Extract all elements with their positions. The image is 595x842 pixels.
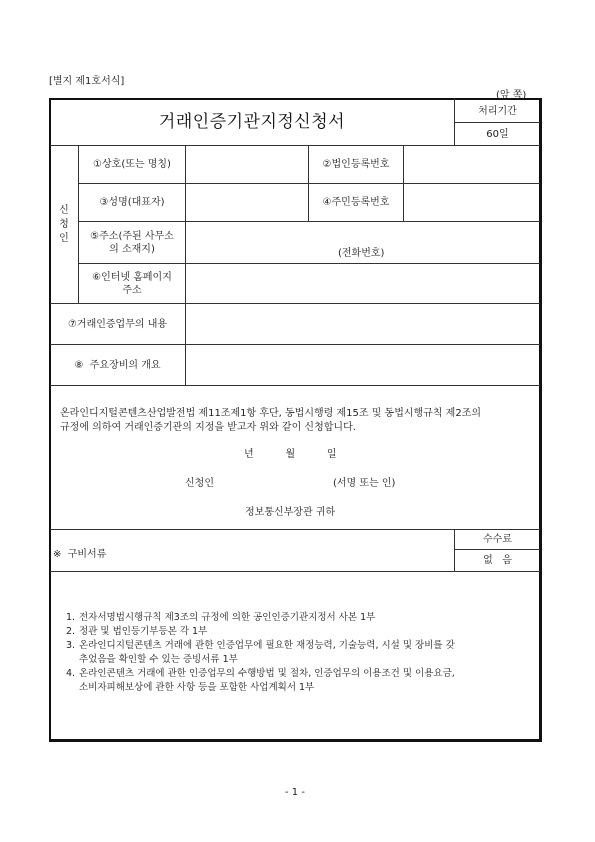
divider: [50, 571, 540, 572]
addressee: 정보통신부장관 귀하: [245, 507, 336, 518]
cert-business-label: ⑦거래인증업무의 내용: [67, 318, 168, 330]
representative-name-field[interactable]: [186, 184, 308, 221]
processing-period-value: 60일: [486, 128, 509, 140]
applicant-signature-label: 신청인: [185, 478, 214, 489]
documents-list: [66, 611, 538, 695]
fee-label: 수수료: [483, 534, 512, 545]
applicant-section-label: 신 청 인: [59, 204, 69, 244]
address-label: ⑤주소(주된 사무소 의 소재지): [90, 230, 174, 255]
form-title: 거래인증기관지정신청서: [158, 112, 346, 132]
page-side-label: (앞 쪽): [496, 90, 527, 101]
list-number: 4.: [66, 668, 76, 679]
list-text: 전자서명법시행규칙 제3조의 규정에 의한 공인인증기관지정서 사본 1부: [79, 612, 376, 623]
signature-label: (서명 또는 인): [333, 478, 396, 489]
list-number: [66, 681, 79, 695]
divider: [50, 385, 540, 386]
required-documents-label: ※ 구비서류: [53, 549, 107, 560]
homepage-label: ⑥인터넷 홈페이지 주소: [92, 271, 172, 296]
resident-reg-no-field[interactable]: [404, 184, 540, 221]
statement-line-2: 규정에 의하여 거래인증기관의 지정을 받고자 위와 같이 신청합니다.: [60, 422, 356, 433]
fee-value: 없 음: [483, 555, 512, 566]
statement-line-1: 온라인디지털콘텐츠산업발전법 제11조제1항 후단, 동법시행령 제15조 및 동법시행규칙 제2조의: [60, 408, 482, 419]
list-text: 소비자피해보상에 관한 사항 등을 포함한 사업계획서 1부: [79, 682, 315, 693]
list-item: [66, 639, 538, 653]
list-item: [66, 611, 538, 625]
list-text: 온라인콘텐츠 거래에 관한 인증업무의 수행방법 및 절차, 인증업무의 이용조건 및 이용요금,: [79, 668, 455, 679]
cert-business-field[interactable]: [186, 304, 540, 344]
equipment-label: ⑧ 주요장비의 개요: [74, 359, 161, 371]
list-number: [66, 653, 79, 667]
list-number: 1.: [66, 612, 76, 623]
representative-name-label: ③성명(대표자): [99, 197, 165, 208]
list-number: 2.: [66, 626, 76, 637]
list-text: 정관 및 법인등기부등본 각 1부: [79, 626, 208, 637]
list-item: [66, 667, 538, 681]
application-date: 년 월 일: [244, 449, 337, 460]
processing-period-label: 처리기간: [478, 105, 517, 117]
company-name-field[interactable]: [186, 146, 308, 183]
resident-reg-no-label: ④주민등록번호: [322, 197, 390, 208]
company-name-label: ①상호(또는 명칭): [93, 159, 171, 170]
equipment-field[interactable]: [186, 345, 540, 385]
corp-reg-no-field[interactable]: [404, 146, 540, 183]
phone-label: (전화번호): [338, 248, 385, 259]
homepage-field[interactable]: [186, 264, 540, 303]
corp-reg-no-label: ②법인등록번호: [322, 159, 390, 170]
form-number-label: [별지 제1호서식]: [49, 76, 125, 87]
list-item: [66, 681, 538, 695]
list-text: 온라인디지털콘텐츠 거래에 관한 인증업무에 필요한 재정능력, 기술능력, 시설 및 장비를 갖: [79, 640, 455, 651]
list-item: [66, 653, 538, 667]
page-number: - 1 -: [285, 787, 305, 798]
list-text: 추었음을 확인할 수 있는 증빙서류 1부: [79, 654, 238, 665]
list-number: 3.: [66, 640, 76, 651]
list-item: [66, 625, 538, 639]
